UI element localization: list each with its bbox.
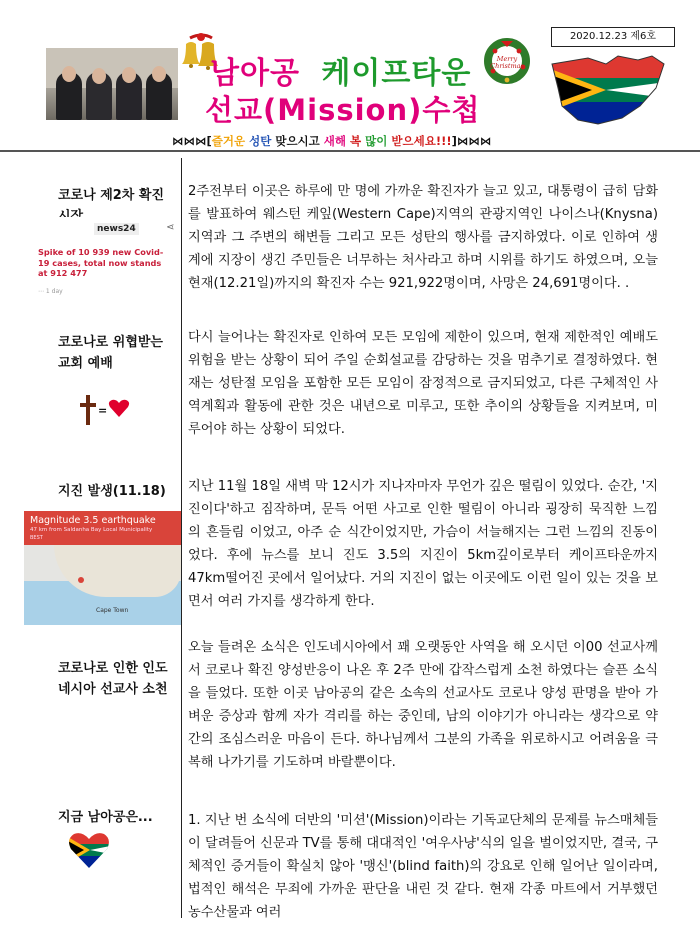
paragraph-earthquake: 지난 11월 18일 새벽 막 12시가 지나자마자 무언가 깊은 떨림이 있었다. 순간, '지진이다'하고 짐작하며, 문득 어떤 사고로 인한 떨림이 아니라 굉장히 묵직한 느낌의 흔들림 이었고, 아주 순 식간이었지만, 가슴이 서늘해지는 그런 느낌의 진동이었다. 후에 뉴스를 보니 진도 3.5의 지진이 5km깊이로부터 케이프타운까지 47km떨어진 곳에서 일어났다. 거의 지진이 없는 이곳에도 이런 일이 있는 것을 보면서 여러 가지를 생각하게 한다. [188, 479, 658, 609]
greeting-banner [172, 133, 542, 149]
title-word-capetown: 케이프타운 [321, 56, 472, 91]
cross-icon [80, 395, 96, 425]
map-title: Magnitude 3.5 earthquake [30, 515, 156, 526]
paragraph-church-worship: 다시 늘어나는 확진자로 인하여 모든 모임에 제한이 있으며, 현재 제한적인 예배도 위험을 받는 상황이 되어 주일 순회설교를 감당하는 것을 멈추기로 결정하였다. 현재는 성탄절 모임을 포함한 모든 모임이 잠정적으로 금지되었고, 다른 구체적인 사역계획과 활동에 관한 것은 내년으로 미루고, 또한 추이의 상황들을 지켜보며, 미루어야 하는 상황이 되었다. [188, 330, 658, 437]
map-city-label: Cape Town [96, 607, 129, 614]
page-title-line2: 선교(Mission)수첩 [205, 93, 481, 127]
news-meta: ⋯ 1 day [38, 288, 63, 295]
side-title-missionary-death: 코로나로 인한 인도네시아 선교사 소천 [58, 661, 168, 697]
share-icon: ⋖ [166, 222, 175, 233]
banner-word-4: 새해 [323, 134, 347, 148]
paragraph-covid-second-wave: 2주전부터 이곳은 하루에 만 명에 가까운 확진자가 늘고 있고, 대통령이 급히 담화를 발표하여 웨스턴 케잎(Western Cape)지역의 관광지역인 나이스나(Knysna)지역과 그 주변의 해변들 그리고 모든 성탄의 행사를 금지하였다. 이로 인하여 생계에 지장이 생긴 주민들은 너무하는 처사라고 하며 시위를 하기도 하였으며, 오늘 현재(12.21일)까지의 확진자 수는 921,922명이며, 사망은 24,691명이다. . [188, 184, 658, 291]
banner-word-5: 복 [350, 134, 362, 148]
news-headline: Spike of 10 939 new Covid-19 cases, total now stands at 912 477 [38, 247, 164, 278]
issue-date-box: 2020.12.23 제6호 [551, 27, 675, 47]
side-title-covid-second-wave: 코로나 제2차 확진 [58, 188, 165, 203]
merry-christmas-text: Merry Christmas [490, 55, 524, 70]
side-title-church-worship: 코로나로 위협받는 교회 예배 [58, 335, 163, 371]
banner-prefix: ⋈⋈⋈[ [172, 134, 212, 148]
banner-word-2: 성탄 [249, 134, 272, 148]
page-title-line1 [210, 48, 471, 92]
south-africa-flag-map-icon [548, 54, 666, 126]
side-title-earthquake: 지진 발생(11.18) [58, 484, 166, 499]
heart-icon [108, 398, 130, 418]
banner-suffix: ]⋈⋈⋈ [451, 134, 492, 148]
christmas-wreath-icon [483, 37, 531, 85]
column-divider [181, 158, 182, 918]
header-divider [0, 150, 700, 152]
map-marker-icon [78, 577, 84, 583]
banner-word-3: 맞으시고 [275, 134, 320, 148]
map-subtitle: 47 km from Saldanha Bay Local Municipality [30, 527, 153, 533]
map-header [24, 511, 181, 545]
news-thumbnail [34, 217, 180, 299]
south-africa-heart-flag-icon [68, 831, 110, 869]
banner-word-6: 많이 [365, 134, 388, 148]
side-title-south-africa-now: 지금 남아공은... [58, 810, 153, 825]
banner-word-1: 즐거운 [211, 134, 246, 148]
banner-word-7: 받으세요!!! [391, 134, 452, 148]
paragraph-south-africa-now: 1. 지난 번 소식에 더반의 '미션'(Mission)이라는 기독교단체의 문제를 뉴스매체들이 달려들어 신문과 TV를 통해 대대적인 '여우사냥'식의 일을 벌이었지만, 결국, 구체적인 증거들이 확실치 않아 '맹신'(blind faith)의 강요로 인해 일어난 일이라며, 법적인 해석은 무죄에 가까운 판단을 내린 것 같다. 현재 각종 마트에서 거부했던 농수산물과 여러 [188, 813, 658, 920]
map-subtitle-2: BEST [30, 535, 43, 541]
paragraph-missionary-death: 오늘 들려온 소식은 인도네시아에서 꽤 오랫동안 사역을 해 오시던 이00 선교사께서 코로나 확진 양성반응이 나온 후 2주 만에 갑작스럽게 소천 하였다는 슬픈 소식을 들었다. 또한 이곳 남아공의 같은 소속의 선교사도 코로나 양성 판명을 받아 가벼운 증상과 함께 자가 격리를 하는 중인데, 남의 이야기가 아니라는 생각으로 약간의 조심스러운 마음이 든다. 하나님께서 그분의 가족을 위로하시고 어려움을 극복해 나가기를 기도하며 바랄뿐이다. [188, 640, 658, 770]
team-photo [46, 48, 178, 120]
title-word-namagong: 남아공 [210, 56, 300, 91]
earthquake-map [24, 511, 181, 625]
cross-equals-sign: = [98, 404, 108, 417]
news24-logo: news24 [94, 223, 139, 235]
